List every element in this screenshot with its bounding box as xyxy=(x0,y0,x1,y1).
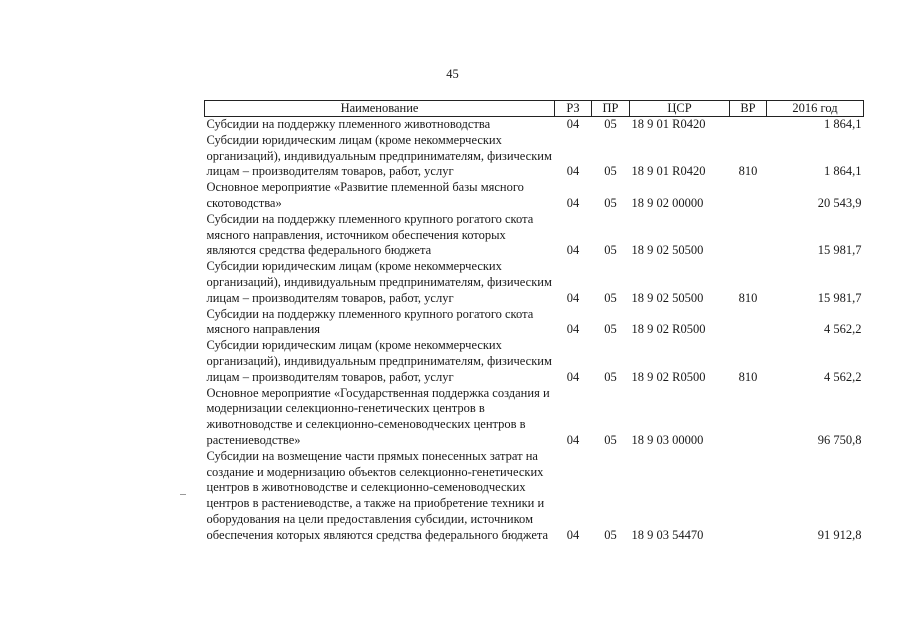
cell-pr: 05 xyxy=(604,432,617,447)
cell-amount: 96 750,8 xyxy=(817,432,862,447)
cell-pr: 05 xyxy=(604,195,617,210)
cell-vr: 810 xyxy=(738,164,758,179)
cell-rz: 04 xyxy=(566,322,580,337)
cell-name: Основное мероприятие «Государственная поддержка создания и модернизации селекционно-генетических центров в животноводстве и селекционно-семеноводческих центров в растениеводстве» xyxy=(206,385,550,447)
cell-vr: 810 xyxy=(738,369,758,384)
cell-amount: 15 981,7 xyxy=(817,243,862,258)
cell-amount: 15 981,7 xyxy=(817,290,862,305)
page-number: 45 xyxy=(446,67,459,81)
cell-name: Субсидии на поддержку племенного крупного рогатого скота мясного направления xyxy=(206,306,534,337)
cell-rz: 04 xyxy=(566,290,580,305)
cell-name: Субсидии юридическим лицам (кроме некоммерческих организаций), индивидуальным предпринимателям, физическим лицам – производителям товаров, работ, услуг xyxy=(206,132,552,179)
cell-rz: 04 xyxy=(566,117,580,131)
cell-pr: 05 xyxy=(604,322,617,337)
cell-csr: 18 9 03 00000 xyxy=(631,432,704,447)
table-row xyxy=(205,117,864,133)
header-csr: ЦСР xyxy=(630,101,730,117)
header-pr: ПР xyxy=(592,101,630,117)
budget-table xyxy=(204,100,864,544)
cell-pr: 05 xyxy=(604,290,617,305)
cell-rz: 04 xyxy=(566,195,580,210)
table-row xyxy=(205,307,864,339)
cell-amount: 4 562,2 xyxy=(824,369,862,384)
cell-vr xyxy=(730,449,767,544)
cell-name: Субсидии на поддержку племенного животноводства xyxy=(206,117,491,131)
cell-rz: 04 xyxy=(566,432,580,447)
table-row xyxy=(205,180,864,212)
cell-pr: 05 xyxy=(604,527,617,542)
cell-amount: 1 864,1 xyxy=(824,117,862,131)
cell-name: Субсидии на поддержку племенного крупного рогатого скота мясного направления, источником обеспечения которых являются средства федерального бюджета xyxy=(206,211,534,258)
cell-csr: 18 9 02 00000 xyxy=(631,195,704,210)
cell-csr: 18 9 02 R0500 xyxy=(631,369,706,384)
cell-rz: 04 xyxy=(566,527,580,542)
table-row xyxy=(205,338,864,385)
cell-csr: 18 9 03 54470 xyxy=(631,527,704,542)
table-header-row xyxy=(205,101,864,117)
table-row xyxy=(205,133,864,180)
cell-name: Субсидии юридическим лицам (кроме некоммерческих организаций), индивидуальным предпринимателям, физическим лицам – производителям товаров, работ, услуг xyxy=(206,259,552,305)
cell-vr xyxy=(730,117,767,133)
cell-vr xyxy=(730,386,767,449)
cell-vr: 810 xyxy=(738,290,758,305)
cell-pr: 05 xyxy=(604,243,617,258)
table-body xyxy=(205,117,864,544)
header-rz: РЗ xyxy=(555,101,592,117)
cell-csr: 18 9 01 R0420 xyxy=(631,117,706,131)
cell-csr: 18 9 02 50500 xyxy=(631,243,704,258)
cell-rz: 04 xyxy=(566,243,580,258)
cell-pr: 05 xyxy=(604,164,617,179)
cell-vr xyxy=(730,307,767,339)
cell-csr: 18 9 02 R0500 xyxy=(631,322,706,337)
table-row xyxy=(205,212,864,259)
cell-csr: 18 9 02 50500 xyxy=(631,290,704,305)
header-year: 2016 год xyxy=(767,101,864,117)
cell-amount: 20 543,9 xyxy=(817,195,862,210)
margin-mark xyxy=(180,494,186,495)
cell-csr: 18 9 01 R0420 xyxy=(631,164,706,179)
table-row xyxy=(205,259,864,306)
header-vr: ВР xyxy=(730,101,767,117)
cell-amount: 91 912,8 xyxy=(817,527,862,542)
cell-vr xyxy=(730,180,767,212)
cell-pr: 05 xyxy=(604,117,617,131)
cell-amount: 4 562,2 xyxy=(824,322,862,337)
cell-name: Основное мероприятие «Развитие племенной базы мясного скотоводства» xyxy=(206,180,524,210)
cell-name: Субсидии на возмещение части прямых понесенных затрат на создание и модернизацию объектов селекционно-генетических центров в животноводстве и селекционно-семеноводческих центров в растениеводстве, а также на приобретение техники и оборудования на цели предоставления субсидии, источником обеспечения которых являются средства федерального бюджета xyxy=(206,448,549,542)
table-row xyxy=(205,449,864,544)
cell-name: Субсидии юридическим лицам (кроме некоммерческих организаций), индивидуальным предпринимателям, физическим лицам – производителям товаров, работ, услуг xyxy=(206,338,552,384)
header-name: Наименование xyxy=(205,101,555,117)
cell-pr: 05 xyxy=(604,369,617,384)
cell-rz: 04 xyxy=(566,164,580,179)
cell-amount: 1 864,1 xyxy=(824,164,862,179)
cell-rz: 04 xyxy=(566,369,580,384)
table-row xyxy=(205,386,864,449)
cell-vr xyxy=(730,212,767,259)
